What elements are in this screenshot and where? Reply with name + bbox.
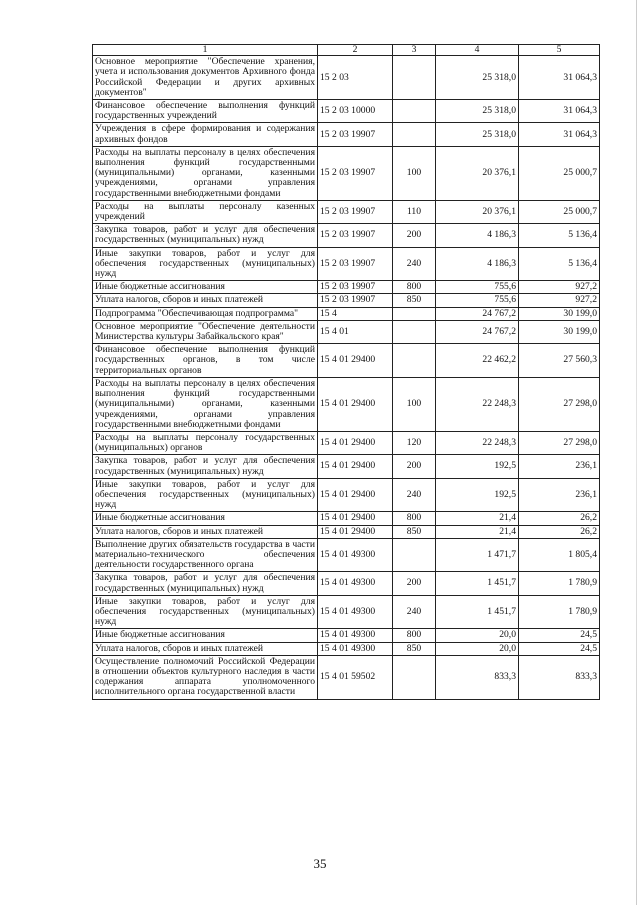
- row-value-2: 26,2: [519, 512, 600, 525]
- row-value-1: 20,0: [436, 629, 519, 642]
- row-value-2: 31 064,3: [519, 56, 600, 100]
- row-expense-type: 850: [393, 525, 436, 538]
- row-code: 15 2 03 19907: [318, 224, 393, 247]
- row-name: Финансовое обеспечение выполнения функций государственных органов, в том числе территориальных органов: [93, 344, 318, 378]
- row-name: Подпрограмма "Обеспечивающая подпрограмма": [93, 307, 318, 320]
- table-row: [93, 512, 600, 525]
- row-name: Уплата налогов, сборов и иных платежей: [93, 525, 318, 538]
- row-value-1: 22 462,2: [436, 344, 519, 378]
- row-expense-type: 240: [393, 595, 436, 629]
- row-code: 15 4 01 49300: [318, 642, 393, 655]
- row-expense-type: 200: [393, 572, 436, 595]
- row-value-2: 30 199,0: [519, 307, 600, 320]
- row-expense-type: [393, 100, 436, 123]
- row-code: 15 2 03 19907: [318, 281, 393, 294]
- row-code: 15 2 03: [318, 56, 393, 100]
- row-expense-type: 200: [393, 224, 436, 247]
- row-value-2: 5 136,4: [519, 224, 600, 247]
- row-code: 15 4 01 29400: [318, 478, 393, 512]
- row-code: 15 4 01 29400: [318, 525, 393, 538]
- table-row: [93, 344, 600, 378]
- row-value-1: 4 186,3: [436, 224, 519, 247]
- table-row: [93, 224, 600, 247]
- header-col-2: 2: [318, 45, 393, 56]
- row-code: 15 2 03 19907: [318, 146, 393, 200]
- row-name: Иные закупки товаров, работ и услуг для обеспечения государственных (муниципальных) нужд: [93, 478, 318, 512]
- table-row: [93, 100, 600, 123]
- row-name: Основное мероприятие "Обеспечение деятельности Министерства культуры Забайкальского края": [93, 320, 318, 343]
- table-row: [93, 538, 600, 572]
- row-expense-type: [393, 538, 436, 572]
- row-code: 15 4 01 49300: [318, 572, 393, 595]
- row-code: 15 4 01: [318, 320, 393, 343]
- row-code: 15 4 01 29400: [318, 377, 393, 431]
- row-value-2: 24,5: [519, 629, 600, 642]
- row-expense-type: 200: [393, 455, 436, 478]
- table-row: [93, 320, 600, 343]
- row-value-2: 927,2: [519, 294, 600, 307]
- page-edge: [636, 0, 637, 905]
- row-code: 15 2 03 19907: [318, 200, 393, 223]
- row-name: Иные закупки товаров, работ и услуг для обеспечения государственных (муниципальных) нужд: [93, 595, 318, 629]
- row-value-1: 21,4: [436, 525, 519, 538]
- row-code: 15 4: [318, 307, 393, 320]
- row-code: 15 2 03 19907: [318, 247, 393, 281]
- row-value-1: 755,6: [436, 281, 519, 294]
- table-row: [93, 56, 600, 100]
- table-row: [93, 431, 600, 454]
- table-row: [93, 146, 600, 200]
- row-code: 15 2 03 10000: [318, 100, 393, 123]
- row-name: Закупка товаров, работ и услуг для обеспечения государственных (муниципальных) нужд: [93, 455, 318, 478]
- table-row: [93, 525, 600, 538]
- header-col-3: 3: [393, 45, 436, 56]
- row-expense-type: [393, 123, 436, 146]
- row-expense-type: [393, 56, 436, 100]
- table-body: [93, 56, 600, 699]
- row-name: Иные бюджетные ассигнования: [93, 629, 318, 642]
- row-value-2: 27 298,0: [519, 431, 600, 454]
- row-expense-type: 240: [393, 247, 436, 281]
- row-expense-type: 800: [393, 512, 436, 525]
- row-name: Уплата налогов, сборов и иных платежей: [93, 642, 318, 655]
- row-expense-type: [393, 307, 436, 320]
- table-row: [93, 247, 600, 281]
- page-number: 35: [313, 856, 327, 871]
- row-value-2: 1 780,9: [519, 595, 600, 629]
- table-row: [93, 281, 600, 294]
- table-row: [93, 595, 600, 629]
- row-name: Расходы на выплаты персоналу в целях обеспечения выполнения функций государственными (муниципальными) органами, казенными учреждениями, органами управления государственными внебюджетными фондами: [93, 377, 318, 431]
- row-value-1: 4 186,3: [436, 247, 519, 281]
- row-value-1: 21,4: [436, 512, 519, 525]
- row-expense-type: [393, 320, 436, 343]
- table-row: [93, 629, 600, 642]
- row-value-2: 1 805,4: [519, 538, 600, 572]
- row-value-1: 22 248,3: [436, 431, 519, 454]
- budget-table: [92, 44, 600, 700]
- table-row: [93, 642, 600, 655]
- row-expense-type: [393, 655, 436, 699]
- row-value-1: 25 318,0: [436, 123, 519, 146]
- row-expense-type: [393, 344, 436, 378]
- row-name: Финансовое обеспечение выполнения функций государственных учреждений: [93, 100, 318, 123]
- row-code: 15 4 01 49300: [318, 595, 393, 629]
- row-code: 15 4 01 29400: [318, 512, 393, 525]
- row-name: Основное мероприятие "Обеспечение хранения, учета и использования документов Архивного фонда Российской Федерации и других архивных документов": [93, 56, 318, 100]
- row-value-2: 25 000,7: [519, 146, 600, 200]
- row-name: Иные бюджетные ассигнования: [93, 512, 318, 525]
- table-row: [93, 655, 600, 699]
- row-value-2: 25 000,7: [519, 200, 600, 223]
- row-value-1: 1 471,7: [436, 538, 519, 572]
- row-code: 15 4 01 29400: [318, 455, 393, 478]
- row-code: 15 4 01 29400: [318, 344, 393, 378]
- row-value-1: 24 767,2: [436, 320, 519, 343]
- row-expense-type: 110: [393, 200, 436, 223]
- row-value-1: 25 318,0: [436, 56, 519, 100]
- row-value-1: 20,0: [436, 642, 519, 655]
- table-row: [93, 572, 600, 595]
- row-code: 15 4 01 59502: [318, 655, 393, 699]
- table-row: [93, 307, 600, 320]
- table-row: [93, 200, 600, 223]
- header-col-5: 5: [519, 45, 600, 56]
- row-name: Иные закупки товаров, работ и услуг для обеспечения государственных (муниципальных) нужд: [93, 247, 318, 281]
- table-row: [93, 377, 600, 431]
- row-value-2: 27 298,0: [519, 377, 600, 431]
- row-value-1: 24 767,2: [436, 307, 519, 320]
- row-value-2: 833,3: [519, 655, 600, 699]
- row-value-1: 22 248,3: [436, 377, 519, 431]
- row-code: 15 4 01 29400: [318, 431, 393, 454]
- row-value-1: 1 451,7: [436, 572, 519, 595]
- row-value-1: 833,3: [436, 655, 519, 699]
- row-value-1: 20 376,1: [436, 200, 519, 223]
- row-name: Расходы на выплаты персоналу казенных учреждений: [93, 200, 318, 223]
- row-name: Закупка товаров, работ и услуг для обеспечения государственных (муниципальных) нужд: [93, 572, 318, 595]
- row-value-2: 26,2: [519, 525, 600, 538]
- row-expense-type: 800: [393, 629, 436, 642]
- row-value-2: 31 064,3: [519, 123, 600, 146]
- row-code: 15 2 03 19907: [318, 123, 393, 146]
- row-name: Учреждения в сфере формирования и содержания архивных фондов: [93, 123, 318, 146]
- row-value-1: 192,5: [436, 478, 519, 512]
- row-expense-type: 850: [393, 642, 436, 655]
- row-value-2: 27 560,3: [519, 344, 600, 378]
- row-value-2: 1 780,9: [519, 572, 600, 595]
- row-value-1: 755,6: [436, 294, 519, 307]
- row-value-2: 5 136,4: [519, 247, 600, 281]
- table-row: [93, 455, 600, 478]
- row-expense-type: 100: [393, 377, 436, 431]
- row-expense-type: 240: [393, 478, 436, 512]
- row-value-2: 236,1: [519, 455, 600, 478]
- table-row: [93, 294, 600, 307]
- row-value-1: 25 318,0: [436, 100, 519, 123]
- row-value-1: 1 451,7: [436, 595, 519, 629]
- row-expense-type: 120: [393, 431, 436, 454]
- row-value-2: 236,1: [519, 478, 600, 512]
- row-value-2: 30 199,0: [519, 320, 600, 343]
- row-expense-type: 800: [393, 281, 436, 294]
- row-name: Расходы на выплаты персоналу государственных (муниципальных) органов: [93, 431, 318, 454]
- row-name: Осуществление полномочий Российской Федерации в отношении объектов культурного наследия в части содержания аппарата уполномоченного исполнительного органа государственной власти: [93, 655, 318, 699]
- header-col-4: 4: [436, 45, 519, 56]
- row-value-1: 20 376,1: [436, 146, 519, 200]
- row-name: Иные бюджетные ассигнования: [93, 281, 318, 294]
- table-row: [93, 123, 600, 146]
- row-value-2: 927,2: [519, 281, 600, 294]
- header-col-1: 1: [93, 45, 318, 56]
- row-code: 15 4 01 49300: [318, 629, 393, 642]
- row-expense-type: 100: [393, 146, 436, 200]
- row-name: Расходы на выплаты персоналу в целях обеспечения выполнения функций государственными (муниципальными) органами, казенными учреждениями, органами управления государственными внебюджетными фондами: [93, 146, 318, 200]
- row-name: Уплата налогов, сборов и иных платежей: [93, 294, 318, 307]
- row-code: 15 4 01 49300: [318, 538, 393, 572]
- row-name: Закупка товаров, работ и услуг для обеспечения государственных (муниципальных) нужд: [93, 224, 318, 247]
- row-value-2: 31 064,3: [519, 100, 600, 123]
- table-row: [93, 478, 600, 512]
- row-name: Выполнение других обязательств государства в части материально-технического обеспечения деятельности государственного органа: [93, 538, 318, 572]
- row-value-2: 24,5: [519, 642, 600, 655]
- table-header-row: [93, 45, 600, 56]
- row-value-1: 192,5: [436, 455, 519, 478]
- row-expense-type: 850: [393, 294, 436, 307]
- row-code: 15 2 03 19907: [318, 294, 393, 307]
